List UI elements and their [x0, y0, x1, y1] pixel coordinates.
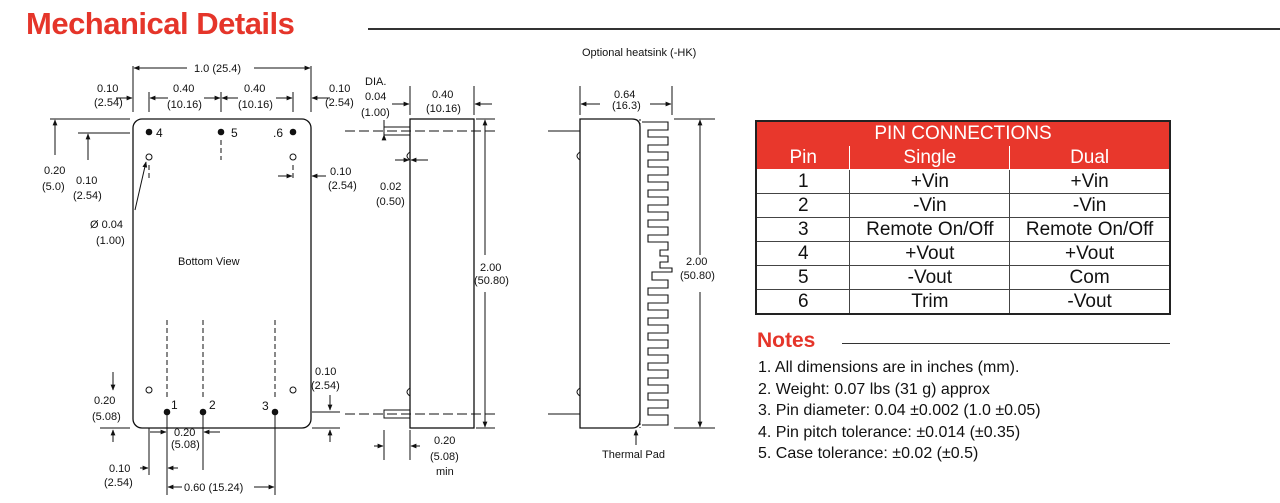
svg-text:(16.3): (16.3): [612, 100, 641, 112]
svg-text:0.10: 0.10: [97, 83, 119, 95]
svg-text:0.40: 0.40: [432, 89, 454, 101]
svg-text:0.20: 0.20: [94, 395, 116, 407]
svg-text:0.64: 0.64: [614, 89, 636, 101]
svg-text:(5.08): (5.08): [171, 439, 200, 451]
pin-label-4: 4: [156, 126, 163, 140]
svg-text:0.04: 0.04: [365, 91, 387, 103]
svg-text:(50.80): (50.80): [680, 270, 715, 282]
pin-label-5: 5: [231, 126, 238, 140]
heatsink-caption: Optional heatsink (-HK): [582, 47, 697, 59]
pin-table-header-dual: Dual: [1010, 146, 1170, 170]
heatsink-fins: [642, 122, 672, 425]
svg-text:(10.16): (10.16): [167, 99, 202, 111]
list-item: 3. Pin diameter: 0.04 ±0.002 (1.0 ±0.05): [758, 402, 1041, 419]
pin-label-1: 1: [171, 398, 178, 412]
svg-text:0.20: 0.20: [44, 165, 66, 177]
svg-text:(50.80): (50.80): [474, 275, 509, 287]
svg-text:0.10: 0.10: [330, 166, 352, 178]
table-row: 6 Trim -Vout: [756, 290, 1170, 315]
notes-list: [758, 357, 1041, 465]
svg-text:2.00: 2.00: [686, 256, 708, 268]
svg-text:(2.54): (2.54): [311, 380, 340, 392]
table-row: 2 -Vin -Vin: [756, 194, 1170, 218]
svg-text:(2.54): (2.54): [104, 477, 133, 489]
svg-text:0.20: 0.20: [174, 427, 196, 439]
svg-text:(5.08): (5.08): [430, 451, 459, 463]
list-item: 1. All dimensions are in inches (mm).: [758, 359, 1020, 376]
table-row: 3 Remote On/Off Remote On/Off: [756, 218, 1170, 242]
svg-text:0.10: 0.10: [109, 463, 131, 475]
svg-text:0.60 (15.24): 0.60 (15.24): [184, 482, 244, 494]
svg-text:0.10: 0.10: [76, 175, 98, 187]
svg-text:(1.00): (1.00): [361, 107, 390, 119]
svg-text:(2.54): (2.54): [94, 97, 123, 109]
heatsink-body-outline: [580, 119, 640, 428]
svg-text:(0.50): (0.50): [376, 196, 405, 208]
svg-text:2.00: 2.00: [480, 262, 502, 274]
thermal-pad-label: Thermal Pad: [602, 449, 665, 461]
dim-overall-width: 1.0 (25.4): [194, 63, 242, 75]
pin-table-caption: PIN CONNECTIONS: [756, 121, 1170, 146]
svg-text:(10.16): (10.16): [238, 99, 273, 111]
list-item: 5. Case tolerance: ±0.02 (±0.5): [758, 445, 979, 462]
table-row: 4 +Vout +Vout: [756, 242, 1170, 266]
list-item: 4. Pin pitch tolerance: ±0.014 (±0.35): [758, 423, 1021, 441]
svg-text:0.40: 0.40: [173, 83, 195, 95]
list-item: 2. Weight: 0.07 lbs (31 g) approx: [758, 380, 990, 398]
side-view-outline: [410, 119, 474, 428]
table-row: 5 -Vout Com: [756, 266, 1170, 290]
notes-title: Notes: [757, 329, 816, 352]
svg-text:(10.16): (10.16): [426, 103, 461, 115]
table-row: 1 +Vin +Vin: [756, 170, 1170, 194]
svg-text:min: min: [436, 466, 454, 478]
pin-table-header-single: Single: [850, 146, 1010, 170]
svg-text:(5.08): (5.08): [92, 411, 121, 423]
notes-rule: [842, 343, 1170, 344]
bottom-view-outline: [133, 119, 311, 428]
svg-text:0.40: 0.40: [244, 83, 266, 95]
svg-text:(2.54): (2.54): [73, 190, 102, 202]
svg-text:0.10: 0.10: [315, 366, 337, 378]
svg-text:(2.54): (2.54): [325, 97, 354, 109]
svg-text:(5.0): (5.0): [42, 181, 65, 193]
pin-table-header-pin: Pin: [756, 146, 850, 170]
svg-text:(1.00): (1.00): [96, 235, 125, 247]
bottom-view-label: Bottom View: [178, 256, 240, 268]
svg-text:DIA.: DIA.: [365, 76, 387, 88]
svg-text:(2.54): (2.54): [328, 180, 357, 192]
svg-text:0.20: 0.20: [434, 435, 456, 447]
page-title: Mechanical Details: [26, 6, 295, 41]
svg-text:0.02: 0.02: [380, 181, 402, 193]
pin-connections-table: [755, 120, 1171, 315]
pin-label-2: 2: [209, 398, 216, 412]
svg-text:0.10: 0.10: [329, 83, 351, 95]
pin-label-6: .6: [273, 126, 284, 140]
pin-label-3: 3: [262, 399, 269, 413]
svg-text:Ø 0.04: Ø 0.04: [90, 219, 124, 231]
